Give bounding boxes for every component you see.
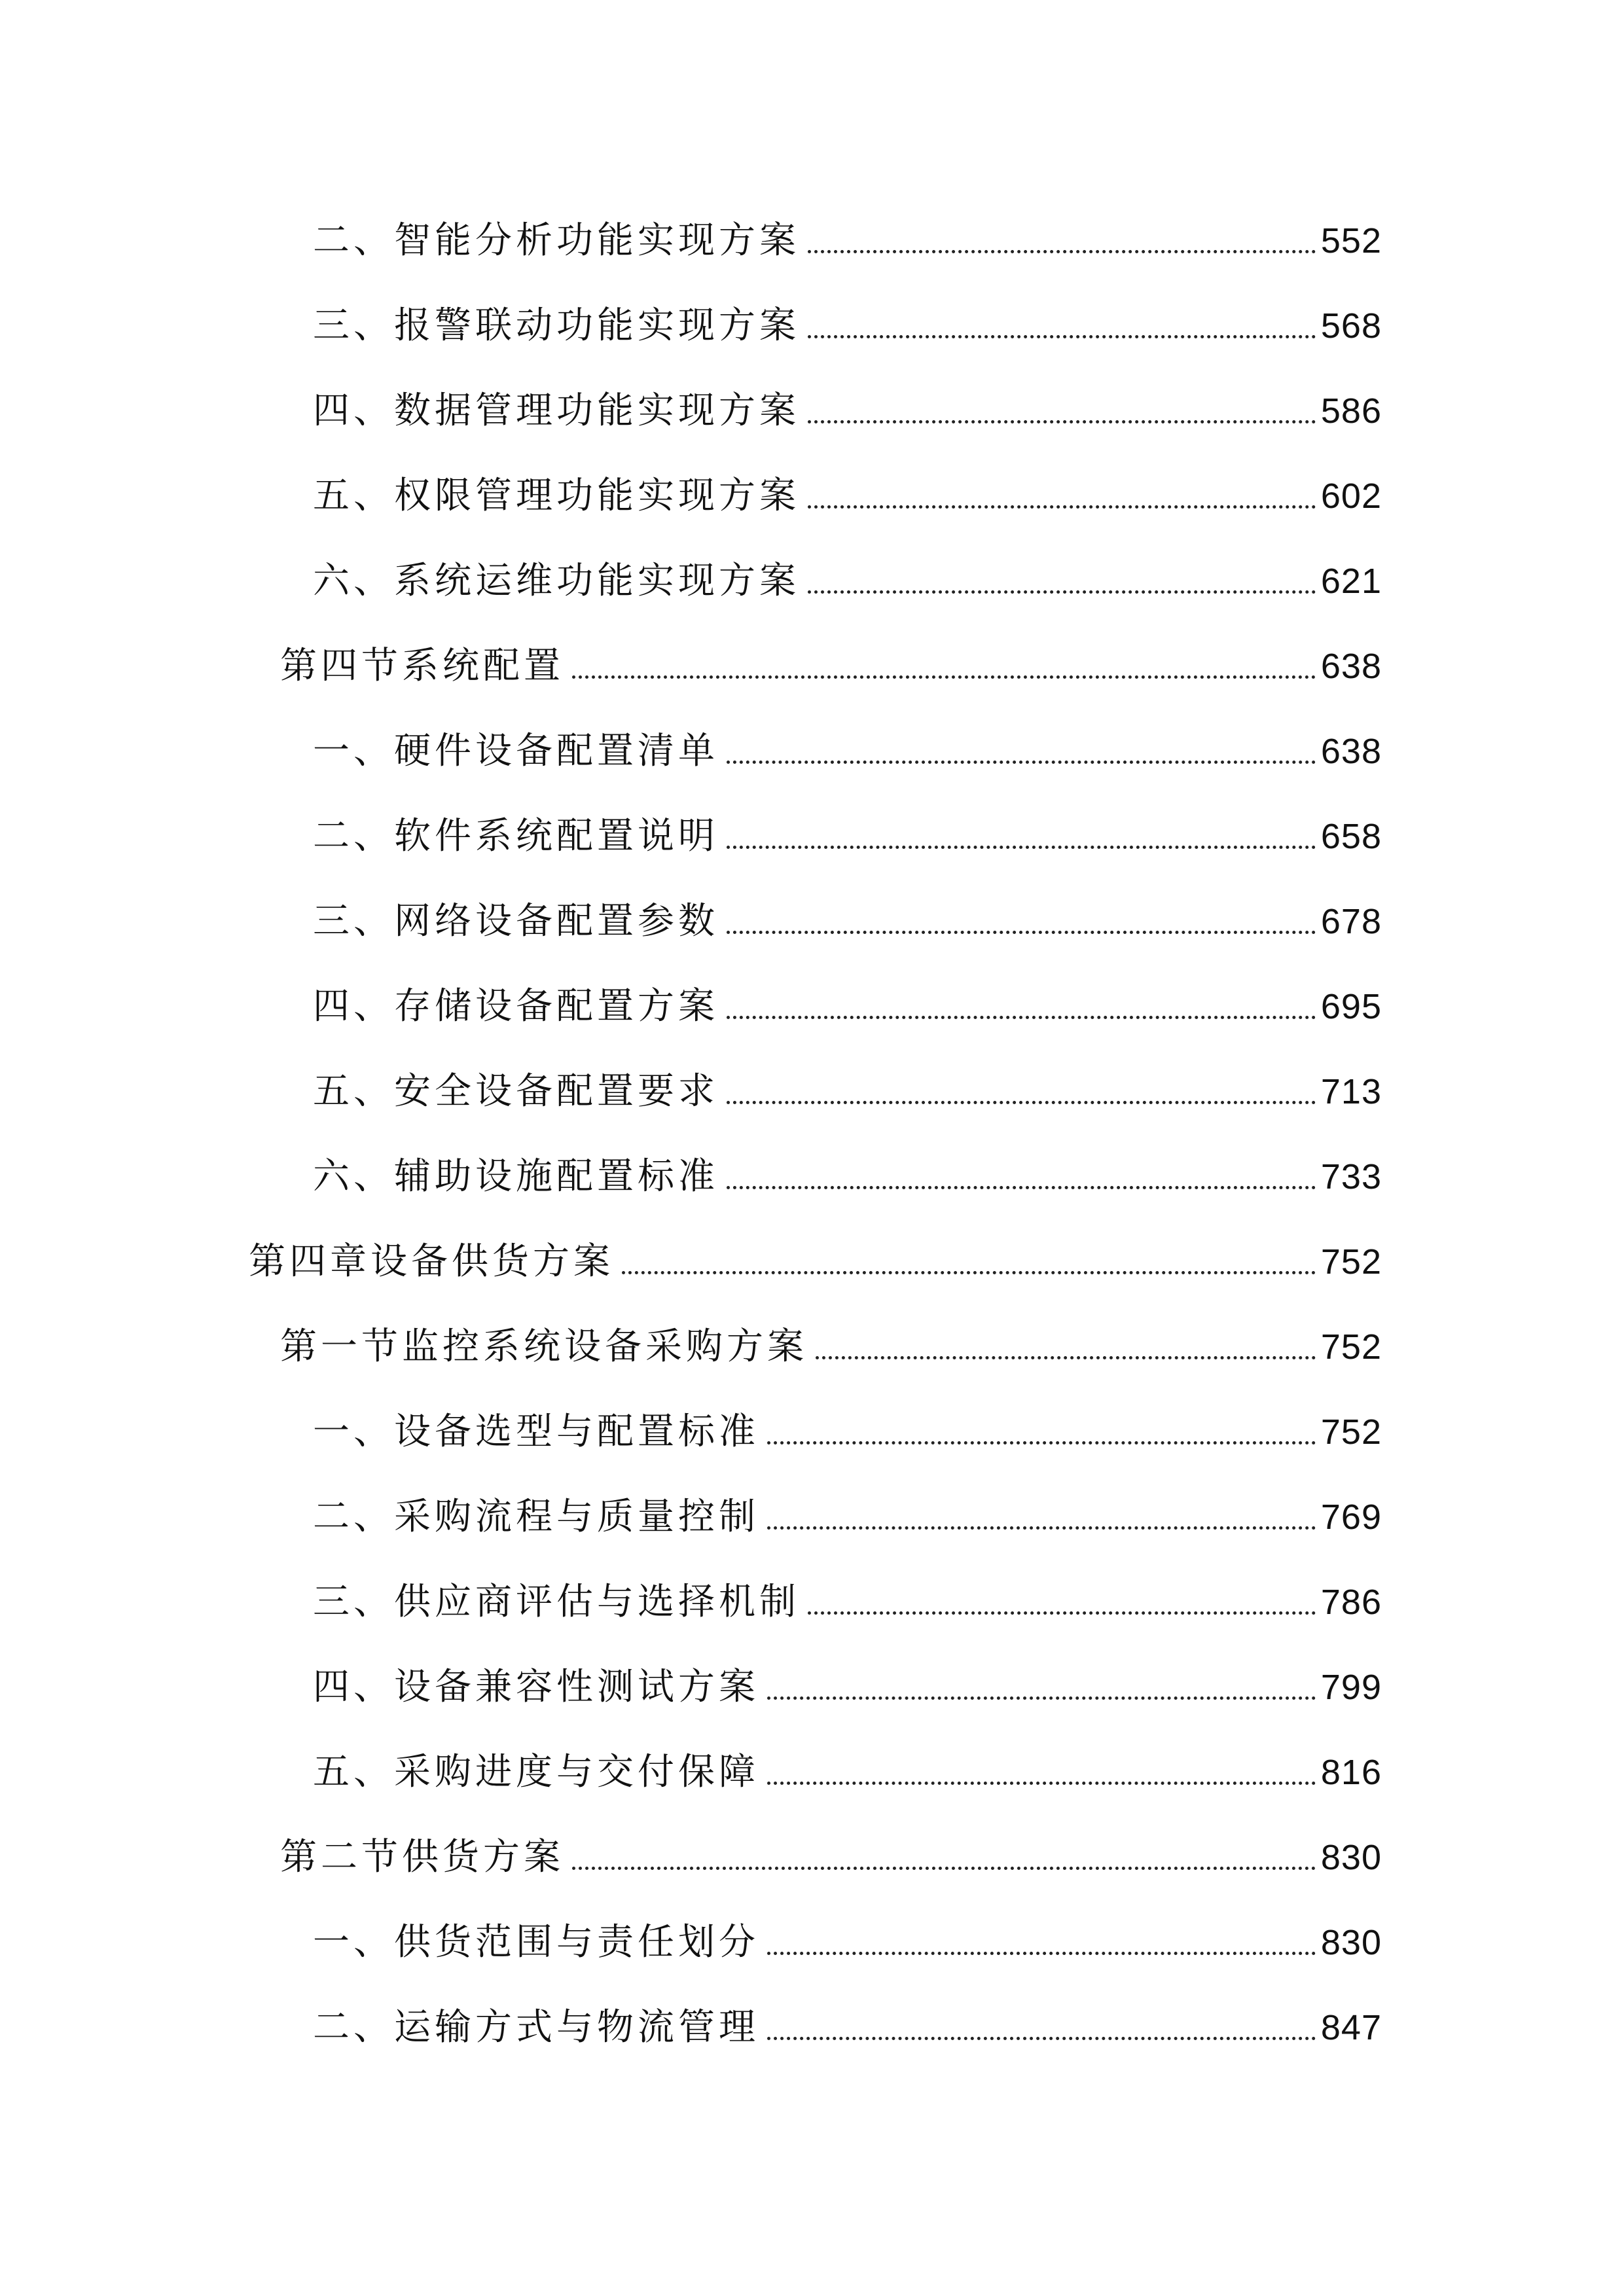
toc-entry[interactable] xyxy=(280,1828,1382,1887)
toc-entry[interactable] xyxy=(313,1147,1382,1206)
toc-dot-leader xyxy=(622,1232,1316,1291)
toc-dot-leader xyxy=(808,1573,1316,1632)
toc-page-number: 816 xyxy=(1320,1753,1382,1792)
toc-page-number: 568 xyxy=(1320,306,1382,346)
toc-entry-title: 二、智能分析功能实现方案 xyxy=(313,219,800,262)
toc-entry-title: 第一节监控系统设备采购方案 xyxy=(280,1325,808,1368)
toc-page-number: 830 xyxy=(1320,1838,1382,1877)
toc-dot-leader xyxy=(767,1488,1316,1547)
toc-entry[interactable] xyxy=(249,1232,1382,1291)
toc-dot-leader xyxy=(808,296,1316,355)
toc-entry[interactable] xyxy=(313,977,1382,1036)
toc-page-number: 733 xyxy=(1320,1157,1382,1196)
toc-entry-title: 第四节系统配置 xyxy=(280,645,564,687)
toc-page-number: 638 xyxy=(1320,732,1382,771)
toc-entry-title: 二、软件系统配置说明 xyxy=(313,815,719,857)
toc-entry-title: 六、辅助设施配置标准 xyxy=(313,1155,719,1198)
toc-page-number: 678 xyxy=(1320,902,1382,941)
toc-entry[interactable] xyxy=(313,1403,1382,1462)
toc-dot-leader xyxy=(808,382,1316,440)
toc-dot-leader xyxy=(767,1998,1316,2057)
toc-dot-leader xyxy=(727,807,1316,866)
toc-entry-title: 四、数据管理功能实现方案 xyxy=(313,389,800,432)
toc-page-number: 713 xyxy=(1320,1072,1382,1111)
toc-dot-leader xyxy=(808,211,1316,270)
toc-entry-title: 五、安全设备配置要求 xyxy=(313,1070,719,1113)
toc-dot-leader xyxy=(816,1318,1316,1376)
toc-dot-leader xyxy=(767,1658,1316,1717)
toc-page-number: 752 xyxy=(1320,1412,1382,1452)
toc-entry[interactable] xyxy=(313,1998,1382,2057)
toc-entry-title: 二、运输方式与物流管理 xyxy=(313,2006,759,2049)
toc-entry-title: 四、存储设备配置方案 xyxy=(313,985,719,1028)
toc-entry[interactable] xyxy=(313,296,1382,355)
toc-entry[interactable] xyxy=(313,1743,1382,1802)
toc-entry[interactable] xyxy=(313,1658,1382,1717)
toc-page-number: 786 xyxy=(1320,1583,1382,1622)
toc-dot-leader xyxy=(767,1403,1316,1462)
toc-entry[interactable] xyxy=(313,211,1382,270)
toc-page-number: 602 xyxy=(1320,476,1382,516)
toc-entry-title: 四、设备兼容性测试方案 xyxy=(313,1666,759,1708)
toc-page-number: 830 xyxy=(1320,1923,1382,1962)
toc-dot-leader xyxy=(808,552,1316,611)
toc-dot-leader xyxy=(727,1147,1316,1206)
toc-entry-title: 三、报警联动功能实现方案 xyxy=(313,304,800,347)
toc-dot-leader xyxy=(727,1062,1316,1121)
toc-entry[interactable] xyxy=(313,807,1382,866)
toc-page-number: 847 xyxy=(1320,2008,1382,2047)
toc-entry-title: 六、系统运维功能实现方案 xyxy=(313,560,800,602)
toc-page-number: 695 xyxy=(1320,987,1382,1026)
toc-dot-leader xyxy=(727,892,1316,951)
toc-page-number: 586 xyxy=(1320,391,1382,431)
toc-page-number: 799 xyxy=(1320,1668,1382,1707)
toc-entry[interactable] xyxy=(313,1488,1382,1547)
toc-page-number: 769 xyxy=(1320,1498,1382,1537)
toc-entry-title: 二、采购流程与质量控制 xyxy=(313,1496,759,1538)
toc-dot-leader xyxy=(572,1828,1316,1887)
toc-entry-title: 三、网络设备配置参数 xyxy=(313,900,719,942)
toc-entry-title: 五、权限管理功能实现方案 xyxy=(313,475,800,517)
toc-dot-leader xyxy=(767,1913,1316,1972)
toc-entry-title: 三、供应商评估与选择机制 xyxy=(313,1581,800,1623)
toc-entry-title: 第二节供货方案 xyxy=(280,1836,564,1878)
toc-entry-title: 一、硬件设备配置清单 xyxy=(313,730,719,772)
toc-dot-leader xyxy=(572,637,1316,696)
toc-dot-leader xyxy=(727,722,1316,781)
toc-page-number: 752 xyxy=(1320,1327,1382,1367)
toc-entry[interactable] xyxy=(280,637,1382,696)
toc-entry-title: 一、供货范围与责任划分 xyxy=(313,1921,759,1964)
toc-page-number: 658 xyxy=(1320,817,1382,856)
toc-page-number: 552 xyxy=(1320,221,1382,260)
toc-entry[interactable] xyxy=(313,1913,1382,1972)
toc-page-number: 752 xyxy=(1320,1242,1382,1282)
toc-entry[interactable] xyxy=(313,382,1382,440)
toc-entry[interactable] xyxy=(313,1062,1382,1121)
toc-entry[interactable] xyxy=(313,722,1382,781)
toc-dot-leader xyxy=(727,977,1316,1036)
toc-page-number: 621 xyxy=(1320,562,1382,601)
toc-entry[interactable] xyxy=(313,1573,1382,1632)
toc-dot-leader xyxy=(808,467,1316,526)
toc-entry-title: 一、设备选型与配置标准 xyxy=(313,1410,759,1453)
toc-entry[interactable] xyxy=(313,467,1382,526)
toc-entry-title: 第四章设备供货方案 xyxy=(249,1240,614,1283)
toc-dot-leader xyxy=(767,1743,1316,1802)
toc-page-number: 638 xyxy=(1320,647,1382,686)
toc-entry[interactable] xyxy=(313,892,1382,951)
toc-entry[interactable] xyxy=(280,1318,1382,1376)
toc-entry-title: 五、采购进度与交付保障 xyxy=(313,1751,759,1793)
toc-entry[interactable] xyxy=(313,552,1382,611)
